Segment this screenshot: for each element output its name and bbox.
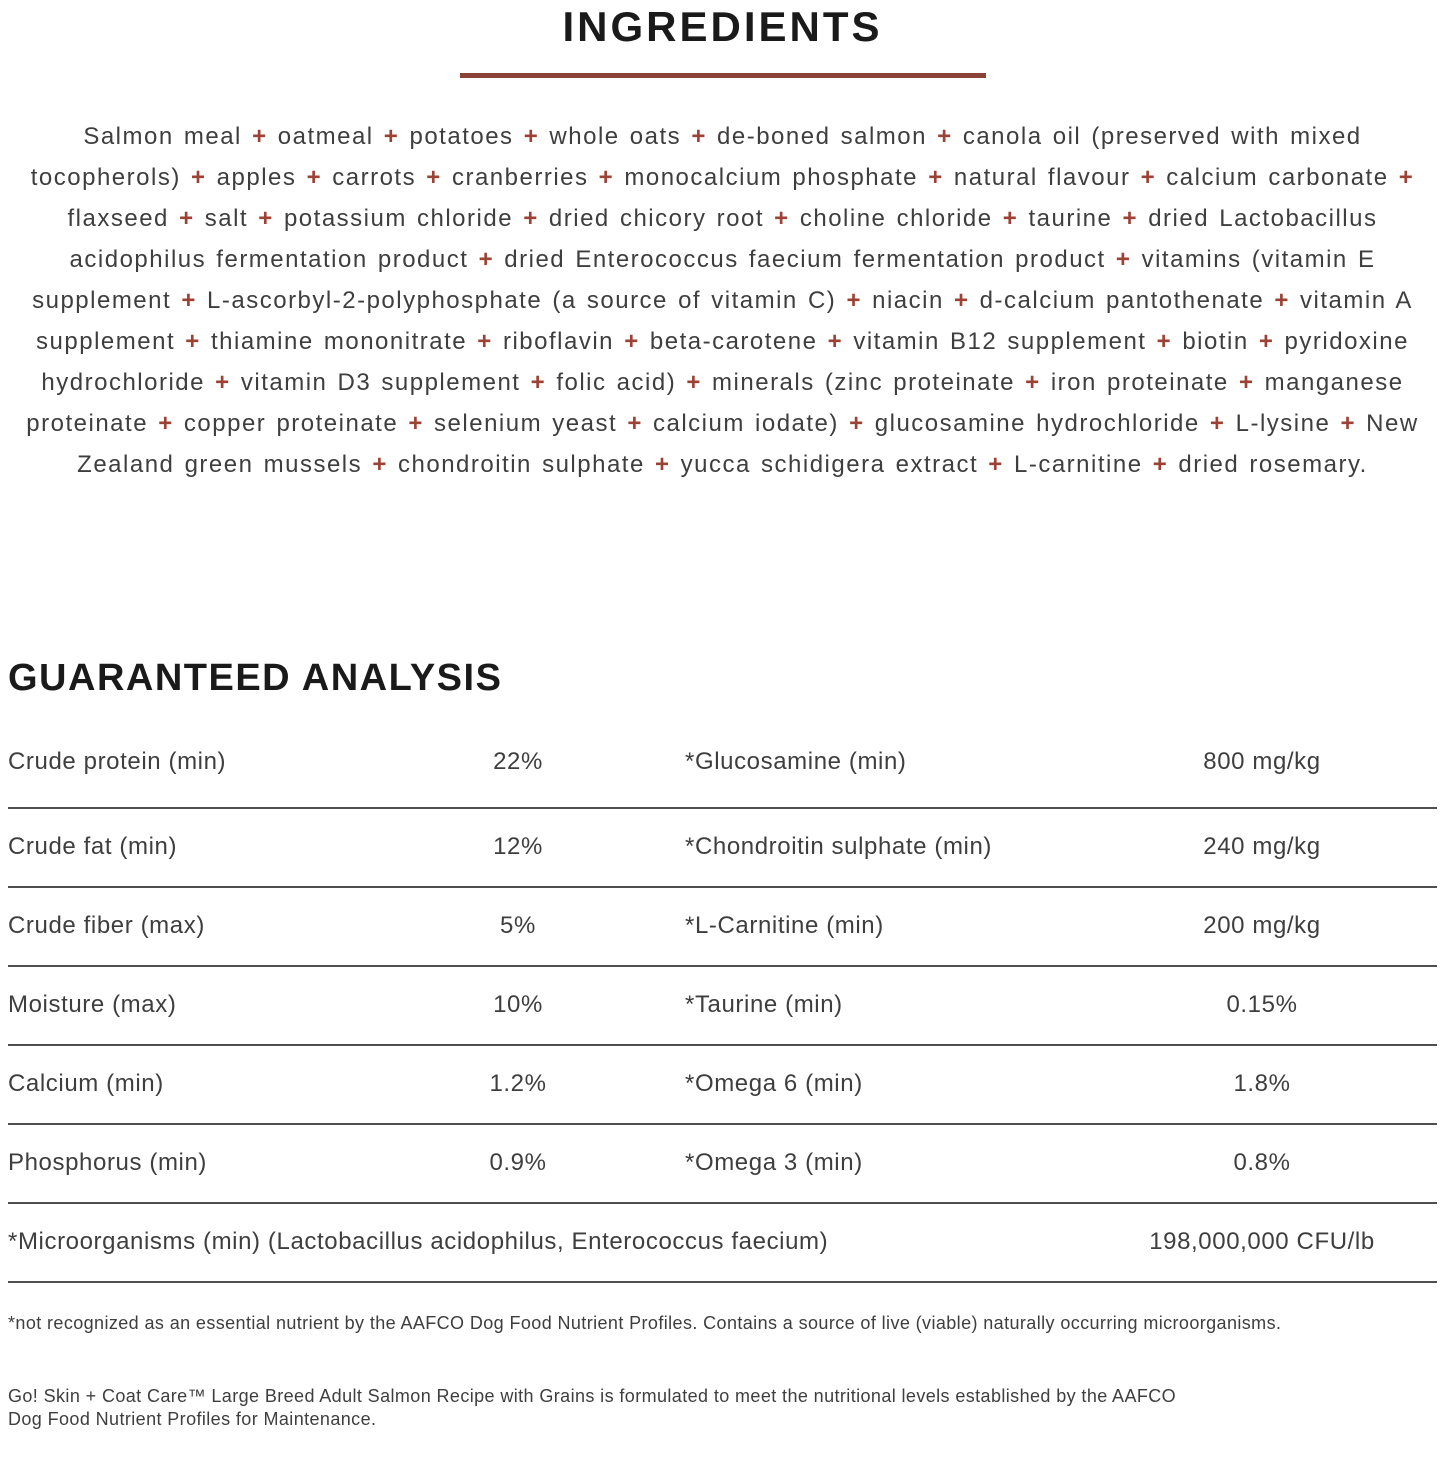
formulation-footnote: Go! Skin + Coat Care™ Large Breed Adult Salmon Recipe with Grains is formulated to meet the nutritional levels established by the AAFCO Dog Food Nutrient Profiles for Maintenance. bbox=[8, 1385, 1177, 1429]
nutrient-value: 10% bbox=[493, 991, 543, 1019]
nutrient-label: *Chondroitin sulphate (min) bbox=[685, 833, 993, 861]
plus-separator-icon: + bbox=[627, 410, 643, 437]
plus-separator-icon: + bbox=[1140, 164, 1157, 191]
plus-separator-icon: + bbox=[179, 205, 195, 232]
nutrient-value: 1.8% bbox=[1233, 1070, 1291, 1098]
plus-separator-icon: + bbox=[258, 205, 274, 232]
nutrient-value: 0.8% bbox=[1233, 1149, 1291, 1177]
plus-separator-icon: + bbox=[686, 369, 702, 396]
nutrient-label: Crude protein (min) bbox=[8, 747, 227, 775]
nutrient-value: 22% bbox=[493, 747, 543, 775]
table-row bbox=[8, 717, 1437, 809]
plus-separator-icon: + bbox=[598, 164, 615, 191]
nutrient-label: *L-Carnitine (min) bbox=[685, 912, 884, 940]
plus-separator-icon: + bbox=[181, 287, 197, 314]
nutrient-value: 0.9% bbox=[489, 1149, 547, 1177]
nutrient-label: *Glucosamine (min) bbox=[685, 747, 907, 775]
plus-separator-icon: + bbox=[190, 164, 207, 191]
title-underline-rule bbox=[460, 73, 986, 78]
plus-separator-icon: + bbox=[937, 123, 953, 150]
plus-separator-icon: + bbox=[827, 328, 844, 355]
nutrient-value: 198,000,000 CFU/lb bbox=[1149, 1228, 1375, 1256]
plus-separator-icon: + bbox=[383, 123, 400, 150]
plus-separator-icon: + bbox=[988, 451, 1004, 478]
plus-separator-icon: + bbox=[1152, 451, 1169, 478]
nutrient-label: *Taurine (min) bbox=[685, 991, 843, 1019]
plus-separator-icon: + bbox=[477, 328, 493, 355]
table-row bbox=[8, 967, 1437, 1046]
plus-separator-icon: + bbox=[426, 164, 442, 191]
nutrient-label: Crude fiber (max) bbox=[8, 912, 205, 940]
plus-separator-icon: + bbox=[158, 410, 174, 437]
plus-separator-icon: + bbox=[215, 369, 231, 396]
plus-separator-icon: + bbox=[1398, 164, 1415, 191]
plus-separator-icon: + bbox=[624, 328, 640, 355]
plus-separator-icon: + bbox=[1002, 205, 1019, 232]
plus-separator-icon: + bbox=[1025, 369, 1041, 396]
table-row bbox=[8, 1125, 1437, 1204]
plus-separator-icon: + bbox=[523, 123, 540, 150]
plus-separator-icon: + bbox=[478, 246, 495, 273]
plus-separator-icon: + bbox=[252, 123, 268, 150]
nutrient-label: *Microorganisms (min) (Lactobacillus acidophilus, Enterococcus faecium) bbox=[8, 1228, 829, 1256]
plus-separator-icon: + bbox=[1115, 246, 1132, 273]
nutrient-label: Calcium (min) bbox=[8, 1070, 164, 1098]
plus-separator-icon: + bbox=[774, 205, 790, 232]
plus-separator-icon: + bbox=[654, 451, 671, 478]
nutrient-label: *Omega 3 (min) bbox=[685, 1149, 863, 1177]
nutrient-label: Moisture (max) bbox=[8, 991, 177, 1019]
plus-separator-icon: + bbox=[530, 369, 547, 396]
nutrient-value: 200 mg/kg bbox=[1203, 912, 1321, 940]
plus-separator-icon: + bbox=[1340, 410, 1356, 437]
plus-separator-icon: + bbox=[1258, 328, 1275, 355]
nutrient-value: 1.2% bbox=[489, 1070, 547, 1098]
nutrient-value: 12% bbox=[493, 833, 543, 861]
plus-separator-icon: + bbox=[306, 164, 323, 191]
nutrient-value: 240 mg/kg bbox=[1203, 833, 1321, 861]
ingredients-title: INGREDIENTS bbox=[562, 3, 883, 50]
plus-separator-icon: + bbox=[954, 287, 970, 314]
nutrient-value: 5% bbox=[500, 912, 536, 940]
plus-separator-icon: + bbox=[1238, 369, 1255, 396]
plus-separator-icon: + bbox=[1122, 205, 1139, 232]
nutrient-value: 0.15% bbox=[1226, 991, 1298, 1019]
plus-separator-icon: + bbox=[849, 410, 865, 437]
plus-separator-icon: + bbox=[372, 451, 388, 478]
table-row bbox=[8, 809, 1437, 888]
nutrient-label: Crude fat (min) bbox=[8, 833, 178, 861]
nutrient-label: *Omega 6 (min) bbox=[685, 1070, 863, 1098]
nutrient-value: 800 mg/kg bbox=[1203, 747, 1321, 775]
nutrient-label: Phosphorus (min) bbox=[8, 1149, 208, 1177]
plus-separator-icon: + bbox=[1156, 328, 1173, 355]
plus-separator-icon: + bbox=[1209, 410, 1226, 437]
ingredients-text: Salmon meal + oatmeal + potatoes + whole oats + de-boned salmon + canola oil (preserved with mixed tocopherols) + apples + carrots + cranberries + monocalcium phosphate + natural flavour + calcium carbonate + flaxseed + salt + potassium chloride + dried chicory root + choline chloride + taurine + dried Lactobacillus acidophilus fermentation product + dried Enterococcus faecium fermentation product + vitamins (vitamin E supplement + L-ascorbyl-2-polyphosphate (a source of vitamin C) + niacin + d-calcium pantothenate + vitamin A supplement + thiamine mononitrate + riboflavin + beta-carotene + vitamin B12 supplement + biotin + pyridoxine hydrochloride + vitamin D3 supplement + folic acid) + minerals (zinc proteinate + iron proteinate + manganese proteinate + copper proteinate + selenium yeast + calcium iodate) + glucosamine hydrochloride + L-lysine + New Zealand green mussels + chondroitin sulphate + yucca schidigera extract + L-carnitine + dried rosemary. bbox=[26, 123, 1419, 478]
guaranteed-analysis-heading: GUARANTEED ANALYSIS bbox=[8, 657, 503, 699]
plus-separator-icon: + bbox=[185, 328, 201, 355]
plus-separator-icon: + bbox=[408, 410, 424, 437]
plus-separator-icon: + bbox=[928, 164, 944, 191]
aafco-footnote: *not recognized as an essential nutrient by the AAFCO Dog Food Nutrient Profiles. Contains a source of live (viable) naturally occurring microorganisms. bbox=[8, 1312, 1282, 1333]
table-row bbox=[8, 1046, 1437, 1125]
guaranteed-analysis-table bbox=[8, 717, 1437, 1283]
table-row bbox=[8, 888, 1437, 967]
plus-separator-icon: + bbox=[846, 287, 862, 314]
table-row-microorganisms bbox=[8, 1204, 1437, 1283]
plus-separator-icon: + bbox=[691, 123, 707, 150]
plus-separator-icon: + bbox=[1274, 287, 1290, 314]
plus-separator-icon: + bbox=[523, 205, 539, 232]
